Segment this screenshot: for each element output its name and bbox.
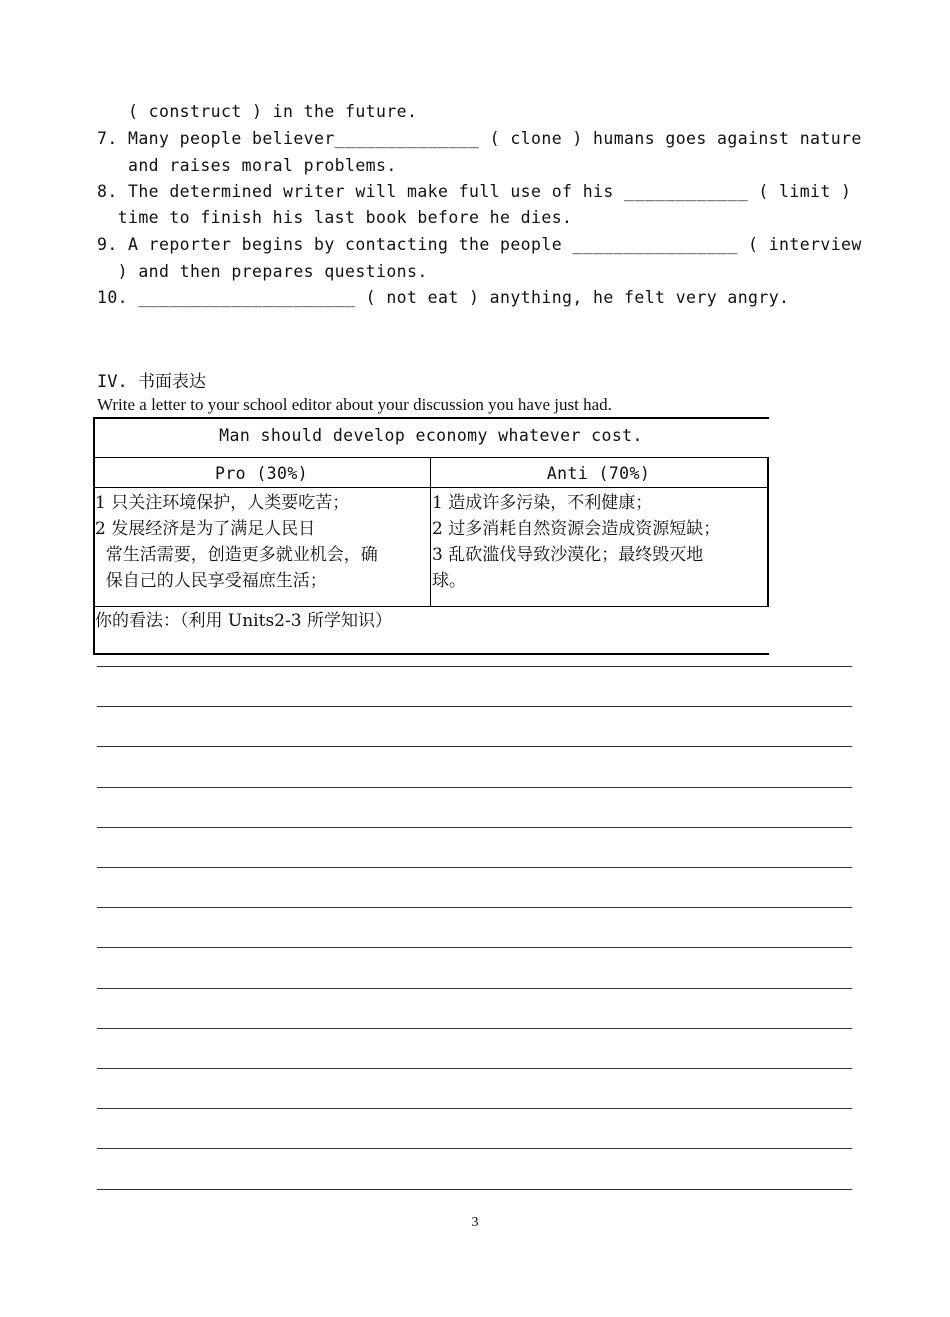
writing-line[interactable] <box>97 1189 852 1190</box>
writing-line[interactable] <box>97 787 852 788</box>
page-number: 3 <box>471 1215 479 1230</box>
pro-header: Pro (30%) <box>214 464 308 483</box>
writing-line[interactable] <box>97 947 852 948</box>
writing-line[interactable] <box>97 988 852 989</box>
exercise-line-8-cont: time to finish his last book before he dies. <box>97 208 573 227</box>
anti-header: Anti (70%) <box>546 464 651 483</box>
exercise-line-6-cont: ( construct ) in the future. <box>97 102 418 121</box>
writing-line[interactable] <box>97 706 852 707</box>
pro-line: 1 只关注环境保护，人类要吃苦； <box>95 493 350 513</box>
writing-line[interactable] <box>97 1148 852 1149</box>
anti-line: 球。 <box>432 571 466 591</box>
writing-line[interactable] <box>97 1068 852 1069</box>
exercise-line-8: 8. The determined writer will make full use of his ____________ ( limit ) <box>97 182 852 201</box>
writing-line[interactable] <box>97 827 852 828</box>
writing-line[interactable] <box>97 1108 852 1109</box>
writing-line[interactable] <box>97 746 852 747</box>
debate-table <box>93 417 769 655</box>
writing-line[interactable] <box>97 867 852 868</box>
exercise-line-9: 9. A reporter begins by contacting the people ________________ ( interview <box>97 235 862 254</box>
writing-line[interactable] <box>97 666 852 667</box>
exercise-line-9-cont: ) and then prepares questions. <box>97 262 428 281</box>
table-topic: Man should develop economy whatever cost. <box>219 426 643 445</box>
section-instruction: Write a letter to your school editor about your discussion you have just had. <box>97 395 612 414</box>
pro-line: 2 发展经济是为了满足人民日 <box>95 519 316 539</box>
opinion-label: 你的看法：（利用 Units2-3 所学知识） <box>95 611 392 631</box>
exercise-line-7-cont: and raises moral problems. <box>97 156 397 175</box>
section-title: IV. 书面表达 <box>97 372 206 392</box>
pro-line: 保自己的人民享受福庶生活； <box>95 571 327 591</box>
anti-line: 3 乱砍滥伐导致沙漠化；最终毁灭地 <box>432 545 704 565</box>
writing-line[interactable] <box>97 907 852 908</box>
anti-line: 2 过多消耗自然资源会造成资源短缺； <box>432 519 721 539</box>
writing-line[interactable] <box>97 1028 852 1029</box>
anti-line: 1 造成许多污染，不利健康； <box>432 493 653 513</box>
exercise-line-7: 7. Many people believer______________ ( clone ) humans goes against nature <box>97 129 862 148</box>
pro-line: 常生活需要，创造更多就业机会，确 <box>95 545 378 565</box>
exercise-line-10: 10. _____________________ ( not eat ) anything, he felt very angry. <box>97 288 790 307</box>
